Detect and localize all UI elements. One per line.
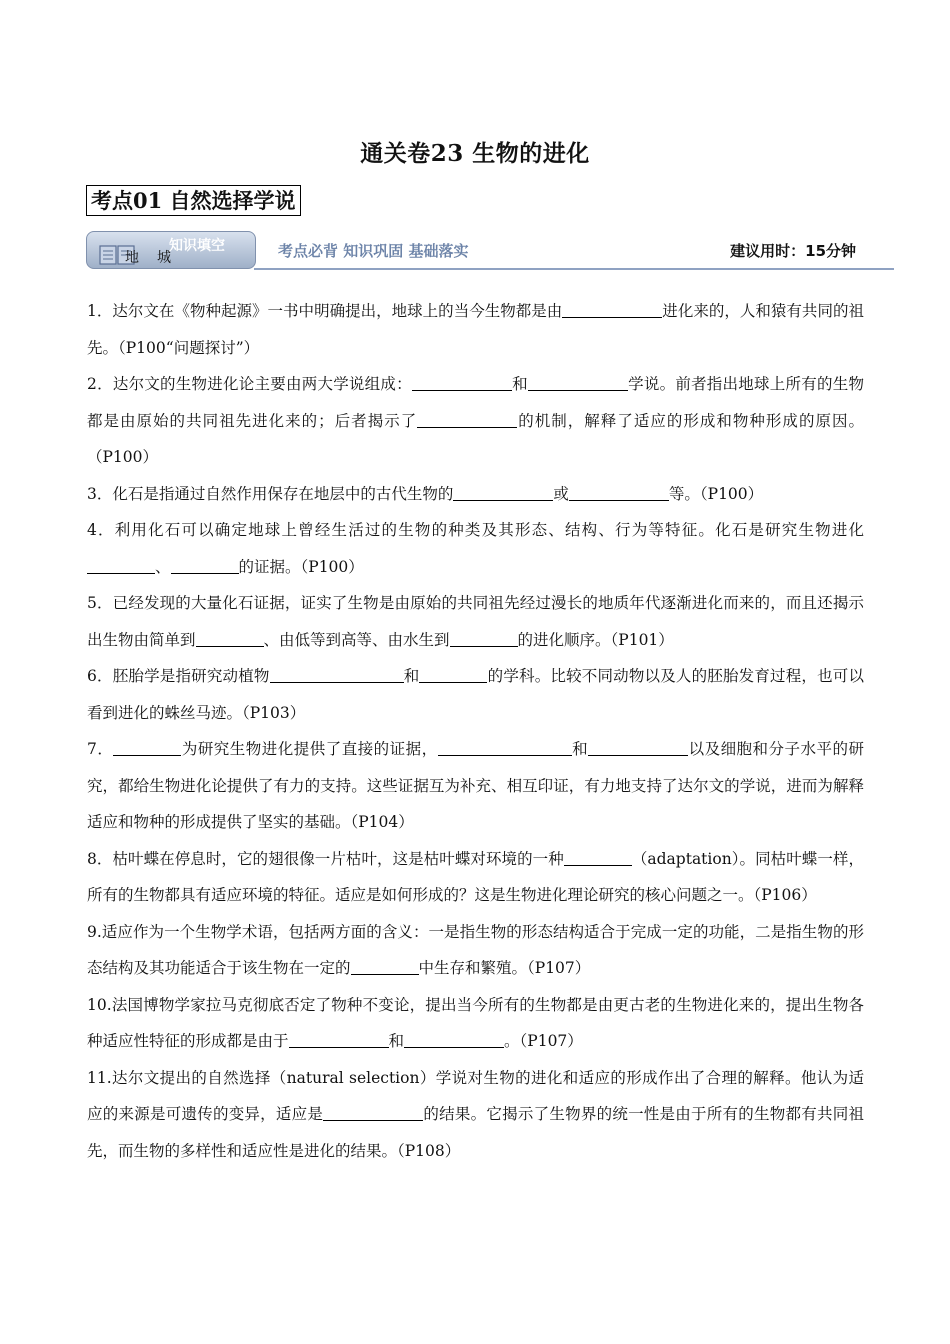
answer-blank[interactable] [270, 667, 404, 684]
question-list [87, 293, 864, 1169]
answer-blank[interactable] [171, 557, 239, 574]
question-4: 4．利用化石可以确定地球上曾经生活过的生物的种类及其形态、结构、行为等特征。化石是研究生物进化、 的证据。（P100） [87, 521, 864, 576]
question-5: 5．已经发现的大量化石证据，证实了生物是由原始的共同祖先经过漫长的地质年代逐渐进化而来的，而且还揭示出生物由简单到 、由低等到高等、由水生到 的进化顺序。（P101） [87, 594, 864, 649]
banner-divider [254, 268, 894, 270]
question-9: 9.适应作为一个生物学术语，包括两方面的含义：一是指生物的形态结构适合于完成一定的功能，二是指生物的形态结构及其功能适合于该生物在一定的 中生存和繁殖。（P107） [87, 922, 864, 977]
suggested-time: 建议用时：15分钟 [730, 242, 856, 260]
section-banner [86, 228, 894, 272]
answer-blank[interactable] [412, 375, 512, 392]
question-6: 6．胚胎学是指研究动植物 和 的学科。比较不同动物以及人的胚胎发育过程，也可以看到进化的蛛丝马迹。（P103） [87, 667, 864, 722]
answer-blank[interactable] [196, 630, 264, 647]
tab-label: 知识填空 [169, 238, 225, 254]
answer-blank[interactable] [113, 740, 181, 757]
question-1: 1．达尔文在《物种起源》一书中明确提出，地球上的当今生物都是由 进化来的，人和猿有共同的祖先。（P100“问题探讨”） [87, 302, 864, 357]
question-3: 3．化石是指通过自然作用保存在地层中的古代生物的 或 等。（P100） [87, 484, 764, 503]
answer-blank[interactable] [453, 484, 553, 501]
answer-blank[interactable] [351, 959, 419, 976]
page-title: 通关卷23 生物的进化 [360, 140, 590, 167]
tab-sub: 地城 [125, 250, 189, 266]
question-7: 7． 为研究生物进化提供了直接的证据， 和 以及细胞和分子水平的研究，都给生物进化论提供了有力的支持。这些证据互为补充、相互印证，有力地支持了达尔文的学说，进而为解释适应和物种的形成提供了坚实的基础。（P104） [87, 740, 864, 831]
question-8: 8．枯叶蝶在停息时，它的翅很像一片枯叶，这是枯叶蝶对环境的一种 （adaptation）。同枯叶蝶一样，所有的生物都具有适应环境的特征。适应是如何形成的？这是生物进化理论研究的核心问题之一。（P106） [87, 849, 864, 904]
question-10: 10.法国博物学家拉马克彻底否定了物种不变论，提出当今所有的生物都是由更古老的生物进化来的，提出生物各种适应性特征的形成都是由于 和 。（P107） [87, 995, 864, 1050]
banner-tab [86, 231, 256, 269]
banner-slogan: 考点必背 知识巩固 基础落实 [278, 242, 469, 260]
answer-blank[interactable] [417, 411, 517, 428]
answer-blank[interactable] [450, 630, 518, 647]
answer-blank[interactable] [528, 375, 628, 392]
answer-blank[interactable] [588, 740, 688, 757]
answer-blank[interactable] [323, 1105, 423, 1122]
answer-blank[interactable] [438, 740, 572, 757]
section-heading: 考点01 自然选择学说 [86, 185, 301, 216]
answer-blank[interactable] [87, 557, 155, 574]
answer-blank[interactable] [419, 667, 487, 684]
question-2: 2．达尔文的生物进化论主要由两大学说组成： 和 学说。前者指出地球上所有的生物都是由原始的共同祖先进化来的；后者揭示了 的机制，解释了适应的形成和物种形成的原因。（P100） [87, 375, 864, 466]
answer-blank[interactable] [564, 849, 632, 866]
question-11: 11.达尔文提出的自然选择（natural selection）学说对生物的进化和适应的形成作出了合理的解释。他认为适应的来源是可遗传的变异，适应是 的结果。它揭示了生物界的统一性是由于所有的生物都有共同祖先，而生物的多样性和适应性是进化的结果。（P108） [87, 1068, 864, 1160]
answer-blank[interactable] [289, 1032, 389, 1049]
answer-blank[interactable] [404, 1032, 504, 1049]
answer-blank[interactable] [569, 484, 669, 501]
answer-blank[interactable] [562, 302, 662, 319]
